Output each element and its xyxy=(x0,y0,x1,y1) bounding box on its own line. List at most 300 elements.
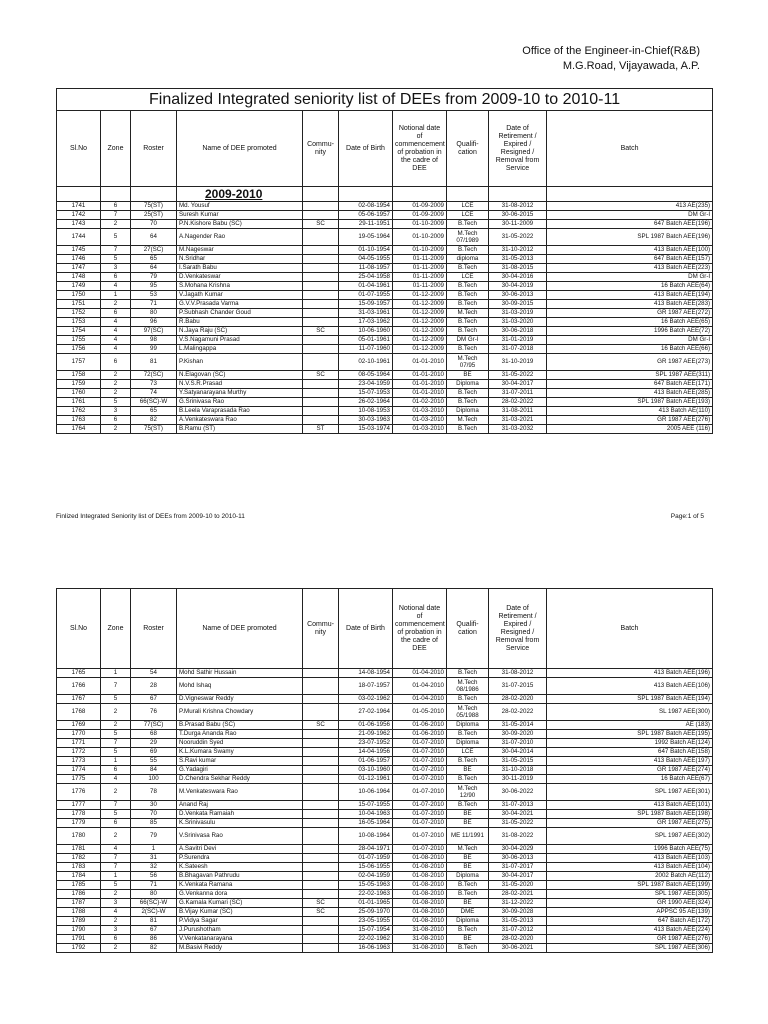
table-row xyxy=(57,291,713,300)
cell-comm xyxy=(303,863,339,872)
column-header: Roster xyxy=(131,589,177,669)
cell-zone: 7 xyxy=(101,246,131,255)
cell-sl: 1757 xyxy=(57,354,101,371)
column-header: Zone xyxy=(101,589,131,669)
column-header: Date of Birth xyxy=(339,111,393,187)
cell-dob: 15-05-1963 xyxy=(339,881,393,890)
cell-batch: 413 Batch AE(110) xyxy=(547,407,713,416)
cell-name: M.Basivi Reddy xyxy=(177,944,303,953)
cell-comm xyxy=(303,282,339,291)
table-row xyxy=(57,757,713,766)
cell-name: M.Nageswar xyxy=(177,246,303,255)
cell-dor: 31-05-2013 xyxy=(489,917,547,926)
cell-batch: SL 1987 AEE(300) xyxy=(547,704,713,721)
cell-roster: 81 xyxy=(131,917,177,926)
cell-doc: 31-08-2010 xyxy=(393,944,447,953)
table-row xyxy=(57,380,713,389)
cell-dob: 23-07-1952 xyxy=(339,739,393,748)
table-row xyxy=(57,944,713,953)
cell-doc: 01-05-2010 xyxy=(393,704,447,721)
cell-comm xyxy=(303,264,339,273)
table-row xyxy=(57,678,713,695)
cell-dor: 31-08-2011 xyxy=(489,407,547,416)
cell-zone: 7 xyxy=(101,854,131,863)
cell-sl: 1790 xyxy=(57,926,101,935)
cell-comm xyxy=(303,845,339,854)
table-row xyxy=(57,300,713,309)
cell-zone: 2 xyxy=(101,425,131,434)
cell-dob: 02-08-1954 xyxy=(339,202,393,211)
footer-caption: Finlized Integrated Seniority list of DEEs from 2009-10 to 2010-11 xyxy=(56,513,245,520)
cell-doc: 01-10-2009 xyxy=(393,229,447,246)
cell-sl: 1744 xyxy=(57,229,101,246)
cell-dor: 30-04-2017 xyxy=(489,872,547,881)
cell-batch: 16 Batch AEE(65) xyxy=(547,318,713,327)
table-row xyxy=(57,863,713,872)
cell-name: D.Chendra Sekhar Reddy xyxy=(177,775,303,784)
cell-qual: LCE xyxy=(447,202,489,211)
cell-zone: 6 xyxy=(101,935,131,944)
cell-doc: 01-12-2009 xyxy=(393,300,447,309)
table-row xyxy=(57,327,713,336)
cell-comm xyxy=(303,944,339,953)
cell-roster: 79 xyxy=(131,828,177,845)
cell-zone: 5 xyxy=(101,695,131,704)
table-row xyxy=(57,264,713,273)
table-row xyxy=(57,899,713,908)
cell-comm xyxy=(303,318,339,327)
cell-sl: 1779 xyxy=(57,819,101,828)
table-row xyxy=(57,766,713,775)
cell-qual: B.Tech xyxy=(447,220,489,229)
cell-roster: 31 xyxy=(131,854,177,863)
cell-batch: GR 1987 AEE(272) xyxy=(547,309,713,318)
cell-comm xyxy=(303,309,339,318)
cell-sl: 1780 xyxy=(57,828,101,845)
cell-sl: 1772 xyxy=(57,748,101,757)
cell-dor: 31-08-2022 xyxy=(489,828,547,845)
cell-zone: 2 xyxy=(101,890,131,899)
cell-dob: 01-07-1955 xyxy=(339,291,393,300)
cell-dob: 23-05-1955 xyxy=(339,917,393,926)
cell-batch: SPL 1987 Batch AEE(199) xyxy=(547,881,713,890)
cell-qual: B.Tech xyxy=(447,327,489,336)
cell-dob: 18-07-1957 xyxy=(339,678,393,695)
cell-dob: 10-06-1960 xyxy=(339,327,393,336)
cell-batch: 1996 Batch AEE(75) xyxy=(547,845,713,854)
cell-doc: 01-08-2010 xyxy=(393,890,447,899)
cell-zone: 5 xyxy=(101,398,131,407)
cell-zone: 6 xyxy=(101,273,131,282)
cell-dor: 31-07-2011 xyxy=(489,389,547,398)
table-row xyxy=(57,845,713,854)
cell-dor: 28-02-2020 xyxy=(489,695,547,704)
cell-dob: 10-08-1953 xyxy=(339,407,393,416)
cell-name: B.Prasad Babu (SC) xyxy=(177,721,303,730)
cell-dor: 28-02-2022 xyxy=(489,398,547,407)
cell-dor: 31-08-2012 xyxy=(489,202,547,211)
cell-doc: 01-02-2010 xyxy=(393,398,447,407)
cell-sl: 1750 xyxy=(57,291,101,300)
cell-qual: B.Tech xyxy=(447,389,489,398)
cell-qual: BE xyxy=(447,935,489,944)
cell-name: Md. Yousuf xyxy=(177,202,303,211)
cell-batch: 647 Batch AE(172) xyxy=(547,917,713,926)
cell-batch: 16 Batch AEE(67) xyxy=(547,775,713,784)
cell-qual: B.Tech xyxy=(447,300,489,309)
cell-name: P.Murali Krishna Chowdary xyxy=(177,704,303,721)
cell-qual: M.Tech xyxy=(447,309,489,318)
cell-comm xyxy=(303,202,339,211)
cell-doc: 01-03-2010 xyxy=(393,416,447,425)
cell-doc: 01-07-2010 xyxy=(393,757,447,766)
cell-dor: 31-03-2019 xyxy=(489,309,547,318)
cell-doc: 01-12-2009 xyxy=(393,309,447,318)
cell-batch: SPL 1987 AEE(305) xyxy=(547,890,713,899)
cell-name: B.Leela Varaprasada Rao xyxy=(177,407,303,416)
cell-name: V.Venkatanarayana xyxy=(177,935,303,944)
cell-batch: SPL 1987 AEE(302) xyxy=(547,828,713,845)
table-row xyxy=(57,345,713,354)
cell-sl: 1777 xyxy=(57,801,101,810)
cell-batch: DM Gr-I xyxy=(547,336,713,345)
cell-roster: 27(SC) xyxy=(131,246,177,255)
table-row xyxy=(57,819,713,828)
office-header xyxy=(522,44,700,74)
column-header: Date of Retirement / Expired / Resigned / Removal from Service xyxy=(489,111,547,187)
cell-sl: 1754 xyxy=(57,327,101,336)
cell-batch: GR 1987 AEE(273) xyxy=(547,354,713,371)
cell-doc: 01-08-2010 xyxy=(393,872,447,881)
cell-comm xyxy=(303,704,339,721)
table-row xyxy=(57,784,713,801)
cell-sl: 1768 xyxy=(57,704,101,721)
cell-qual: B.Tech xyxy=(447,890,489,899)
cell-comm xyxy=(303,695,339,704)
cell-sl: 1792 xyxy=(57,944,101,953)
cell-dob: 01-04-1961 xyxy=(339,282,393,291)
cell-zone: 5 xyxy=(101,748,131,757)
cell-zone: 2 xyxy=(101,380,131,389)
cell-batch: GR 1987 AEE(276) xyxy=(547,935,713,944)
cell-comm: SC xyxy=(303,371,339,380)
cell-dor: 30-09-2028 xyxy=(489,908,547,917)
cell-name: N.Jaya Raju (SC) xyxy=(177,327,303,336)
cell-dob: 02-10-1961 xyxy=(339,354,393,371)
cell-doc: 01-07-2010 xyxy=(393,828,447,845)
cell-comm xyxy=(303,757,339,766)
cell-name: J.Purushotham xyxy=(177,926,303,935)
cell-doc: 01-12-2009 xyxy=(393,327,447,336)
cell-qual: LCE xyxy=(447,748,489,757)
cell-qual: B.Tech xyxy=(447,757,489,766)
table-row xyxy=(57,416,713,425)
cell-qual: Diploma xyxy=(447,917,489,926)
cell-batch: AE (183) xyxy=(547,721,713,730)
cell-comm: SC xyxy=(303,721,339,730)
cell-doc: 01-12-2009 xyxy=(393,345,447,354)
cell-zone: 4 xyxy=(101,318,131,327)
cell-qual: BE xyxy=(447,819,489,828)
cell-qual: B.Tech xyxy=(447,398,489,407)
cell-zone: 2 xyxy=(101,704,131,721)
cell-comm xyxy=(303,398,339,407)
cell-zone: 4 xyxy=(101,345,131,354)
cell-comm xyxy=(303,380,339,389)
cell-comm xyxy=(303,926,339,935)
cell-doc: 01-12-2009 xyxy=(393,336,447,345)
cell-name: B.Ramu (ST) xyxy=(177,425,303,434)
cell-zone: 4 xyxy=(101,908,131,917)
cell-dor: 31-03-2020 xyxy=(489,318,547,327)
column-header: Date of Birth xyxy=(339,589,393,669)
cell-roster: 32 xyxy=(131,863,177,872)
cell-batch: 2005 AEE (116) xyxy=(547,425,713,434)
cell-name: N.Elagovan (SC) xyxy=(177,371,303,380)
cell-name: Anand Raj xyxy=(177,801,303,810)
cell-zone: 7 xyxy=(101,678,131,695)
cell-batch: 1996 Batch AEE(72) xyxy=(547,327,713,336)
cell-zone: 1 xyxy=(101,291,131,300)
cell-zone: 5 xyxy=(101,730,131,739)
cell-name: M.Venkateswara Rao xyxy=(177,784,303,801)
cell-batch: 413 Batch AEE(104) xyxy=(547,863,713,872)
cell-zone: 3 xyxy=(101,407,131,416)
cell-doc: 01-07-2010 xyxy=(393,845,447,854)
cell-name: G.Yadagiri xyxy=(177,766,303,775)
cell-zone: 4 xyxy=(101,327,131,336)
cell-dob: 15-09-1957 xyxy=(339,300,393,309)
cell-doc: 01-06-2010 xyxy=(393,730,447,739)
table-row xyxy=(57,695,713,704)
cell-dor: 31-05-2015 xyxy=(489,757,547,766)
cell-qual: B.Tech xyxy=(447,264,489,273)
cell-qual: BE xyxy=(447,854,489,863)
cell-comm xyxy=(303,407,339,416)
table-row xyxy=(57,775,713,784)
cell-comm xyxy=(303,389,339,398)
cell-sl: 1743 xyxy=(57,220,101,229)
cell-sl: 1789 xyxy=(57,917,101,926)
cell-dob: 03-02-1962 xyxy=(339,695,393,704)
cell-zone: 1 xyxy=(101,757,131,766)
cell-roster: 67 xyxy=(131,695,177,704)
cell-dor: 31-05-2020 xyxy=(489,881,547,890)
table-row xyxy=(57,854,713,863)
table-row xyxy=(57,398,713,407)
cell-zone: 2 xyxy=(101,300,131,309)
cell-dor: 31-07-2010 xyxy=(489,739,547,748)
cell-dob: 27-02-1964 xyxy=(339,704,393,721)
cell-dor: 30-04-2021 xyxy=(489,810,547,819)
cell-dob: 01-07-1959 xyxy=(339,854,393,863)
cell-batch: 413 AE(235) xyxy=(547,202,713,211)
cell-roster: 85 xyxy=(131,819,177,828)
cell-name: Y.Satyanarayana Murthy xyxy=(177,389,303,398)
cell-doc: 01-10-2009 xyxy=(393,246,447,255)
cell-name: I.Sarath Babu xyxy=(177,264,303,273)
cell-dob: 04-05-1955 xyxy=(339,255,393,264)
cell-dor: 31-07-2015 xyxy=(489,678,547,695)
cell-name: A.Nagender Rao xyxy=(177,229,303,246)
table-row xyxy=(57,354,713,371)
cell-dob: 30-03-1963 xyxy=(339,416,393,425)
cell-name: P.Subhash Chander Goud xyxy=(177,309,303,318)
cell-dor: 30-04-2014 xyxy=(489,748,547,757)
cell-comm: SC xyxy=(303,327,339,336)
table-row xyxy=(57,890,713,899)
cell-comm xyxy=(303,336,339,345)
cell-roster: 95 xyxy=(131,282,177,291)
cell-name: V.S.Nagamuni Prasad xyxy=(177,336,303,345)
cell-sl: 1748 xyxy=(57,273,101,282)
table-row xyxy=(57,211,713,220)
cell-zone: 3 xyxy=(101,264,131,273)
cell-batch: 413 Batch AEE(196) xyxy=(547,669,713,678)
cell-doc: 01-09-2009 xyxy=(393,211,447,220)
table-row xyxy=(57,669,713,678)
office-name: Office of the Engineer-in-Chief(R&B) xyxy=(522,45,700,57)
cell-zone: 5 xyxy=(101,810,131,819)
cell-zone: 5 xyxy=(101,229,131,246)
cell-comm: SC xyxy=(303,220,339,229)
cell-dor: 31-03-2021 xyxy=(489,416,547,425)
cell-sl: 1771 xyxy=(57,739,101,748)
cell-name: G.Kamala Kumari (SC) xyxy=(177,899,303,908)
cell-dor: 31-05-2013 xyxy=(489,255,547,264)
cell-batch: 413 Batch AEE(223) xyxy=(547,264,713,273)
cell-dor: 31-05-2022 xyxy=(489,371,547,380)
cell-roster: 98 xyxy=(131,336,177,345)
cell-dob: 31-03-1961 xyxy=(339,309,393,318)
cell-comm xyxy=(303,669,339,678)
cell-zone: 1 xyxy=(101,669,131,678)
cell-name: D.Venkateswar xyxy=(177,273,303,282)
column-header-row xyxy=(57,589,713,669)
cell-sl: 1741 xyxy=(57,202,101,211)
column-header: Name of DEE promoted xyxy=(177,589,303,669)
office-address: M.G.Road, Vijayawada, A.P. xyxy=(562,60,700,72)
cell-batch: SPL 1987 Batch AEE(195) xyxy=(547,730,713,739)
table-row xyxy=(57,229,713,246)
cell-name: R.Babu xyxy=(177,318,303,327)
cell-name: P.N.Kishore Babu (SC) xyxy=(177,220,303,229)
cell-doc: 01-08-2010 xyxy=(393,854,447,863)
cell-name: B.Vijay Kumar (SC) xyxy=(177,908,303,917)
cell-roster: 74 xyxy=(131,389,177,398)
cell-qual: DME xyxy=(447,908,489,917)
cell-zone: 5 xyxy=(101,255,131,264)
cell-name: Suresh Kumar xyxy=(177,211,303,220)
cell-roster: 65 xyxy=(131,255,177,264)
cell-roster: 53 xyxy=(131,291,177,300)
cell-dob: 10-06-1964 xyxy=(339,784,393,801)
cell-name: T.Durga Ananda Rao xyxy=(177,730,303,739)
cell-dob: 29-11-1951 xyxy=(339,220,393,229)
cell-sl: 1785 xyxy=(57,881,101,890)
cell-qual: B.Tech xyxy=(447,282,489,291)
seniority-table-page1 xyxy=(56,88,713,434)
table-row xyxy=(57,935,713,944)
cell-batch: 413 Batch AEE(106) xyxy=(547,678,713,695)
cell-comm xyxy=(303,828,339,845)
cell-qual: M.Tech 07/1989 xyxy=(447,229,489,246)
cell-dob: 01-01-1965 xyxy=(339,899,393,908)
cell-sl: 1753 xyxy=(57,318,101,327)
cell-roster: 78 xyxy=(131,784,177,801)
cell-roster: 82 xyxy=(131,416,177,425)
cell-batch: 413 Batch AEE(101) xyxy=(547,801,713,810)
cell-batch: GR 1987 AEE(274) xyxy=(547,766,713,775)
cell-dob: 25-04-1958 xyxy=(339,273,393,282)
cell-doc: 01-11-2009 xyxy=(393,264,447,273)
cell-roster: 75(ST) xyxy=(131,202,177,211)
cell-sl: 1749 xyxy=(57,282,101,291)
cell-doc: 01-08-2010 xyxy=(393,908,447,917)
cell-sl: 1760 xyxy=(57,389,101,398)
cell-comm xyxy=(303,678,339,695)
cell-roster: 56 xyxy=(131,872,177,881)
cell-name: K.Srinivasulu xyxy=(177,819,303,828)
cell-batch: SPL 1987 Batch AEE(193) xyxy=(547,398,713,407)
cell-dob: 08-05-1964 xyxy=(339,371,393,380)
table-row xyxy=(57,908,713,917)
table-row xyxy=(57,425,713,434)
cell-dob: 15-03-1974 xyxy=(339,425,393,434)
cell-sl: 1788 xyxy=(57,908,101,917)
cell-qual: B.Tech xyxy=(447,291,489,300)
cell-doc: 01-08-2010 xyxy=(393,917,447,926)
cell-dob: 15-07-1954 xyxy=(339,926,393,935)
cell-doc: 01-11-2009 xyxy=(393,282,447,291)
cell-roster: 84 xyxy=(131,766,177,775)
cell-name: Mohd Ishaq xyxy=(177,678,303,695)
cell-dob: 01-06-1956 xyxy=(339,721,393,730)
cell-dor: 31-01-2019 xyxy=(489,336,547,345)
column-header: Notional date of commencement of probation in the cadre of DEE xyxy=(393,589,447,669)
table-row xyxy=(57,801,713,810)
cell-zone: 6 xyxy=(101,202,131,211)
cell-zone: 2 xyxy=(101,220,131,229)
cell-doc: 01-12-2009 xyxy=(393,291,447,300)
cell-comm xyxy=(303,300,339,309)
table-row xyxy=(57,810,713,819)
cell-dor: 31-07-2012 xyxy=(489,926,547,935)
cell-dor: 30-04-2029 xyxy=(489,845,547,854)
column-header: Batch xyxy=(547,111,713,187)
cell-qual: LCE xyxy=(447,211,489,220)
cell-comm xyxy=(303,416,339,425)
cell-dor: 31-05-2014 xyxy=(489,721,547,730)
cell-name: Mohd Sathir Hussain xyxy=(177,669,303,678)
table-row xyxy=(57,273,713,282)
cell-name: P.Kishan xyxy=(177,354,303,371)
cell-sl: 1758 xyxy=(57,371,101,380)
cell-sl: 1756 xyxy=(57,345,101,354)
cell-comm xyxy=(303,748,339,757)
cell-doc: 01-07-2010 xyxy=(393,766,447,775)
cell-qual: DM Gr-I xyxy=(447,336,489,345)
cell-batch: SPL 1987 AEE(306) xyxy=(547,944,713,953)
cell-qual: M.Tech 08/1986 xyxy=(447,678,489,695)
cell-doc: 01-01-2010 xyxy=(393,371,447,380)
cell-name: V.Srinivasa Rao xyxy=(177,828,303,845)
cell-comm xyxy=(303,872,339,881)
cell-batch: 413 Batch AEE(197) xyxy=(547,757,713,766)
table-row xyxy=(57,202,713,211)
cell-comm xyxy=(303,730,339,739)
cell-dor: 30-09-2020 xyxy=(489,730,547,739)
